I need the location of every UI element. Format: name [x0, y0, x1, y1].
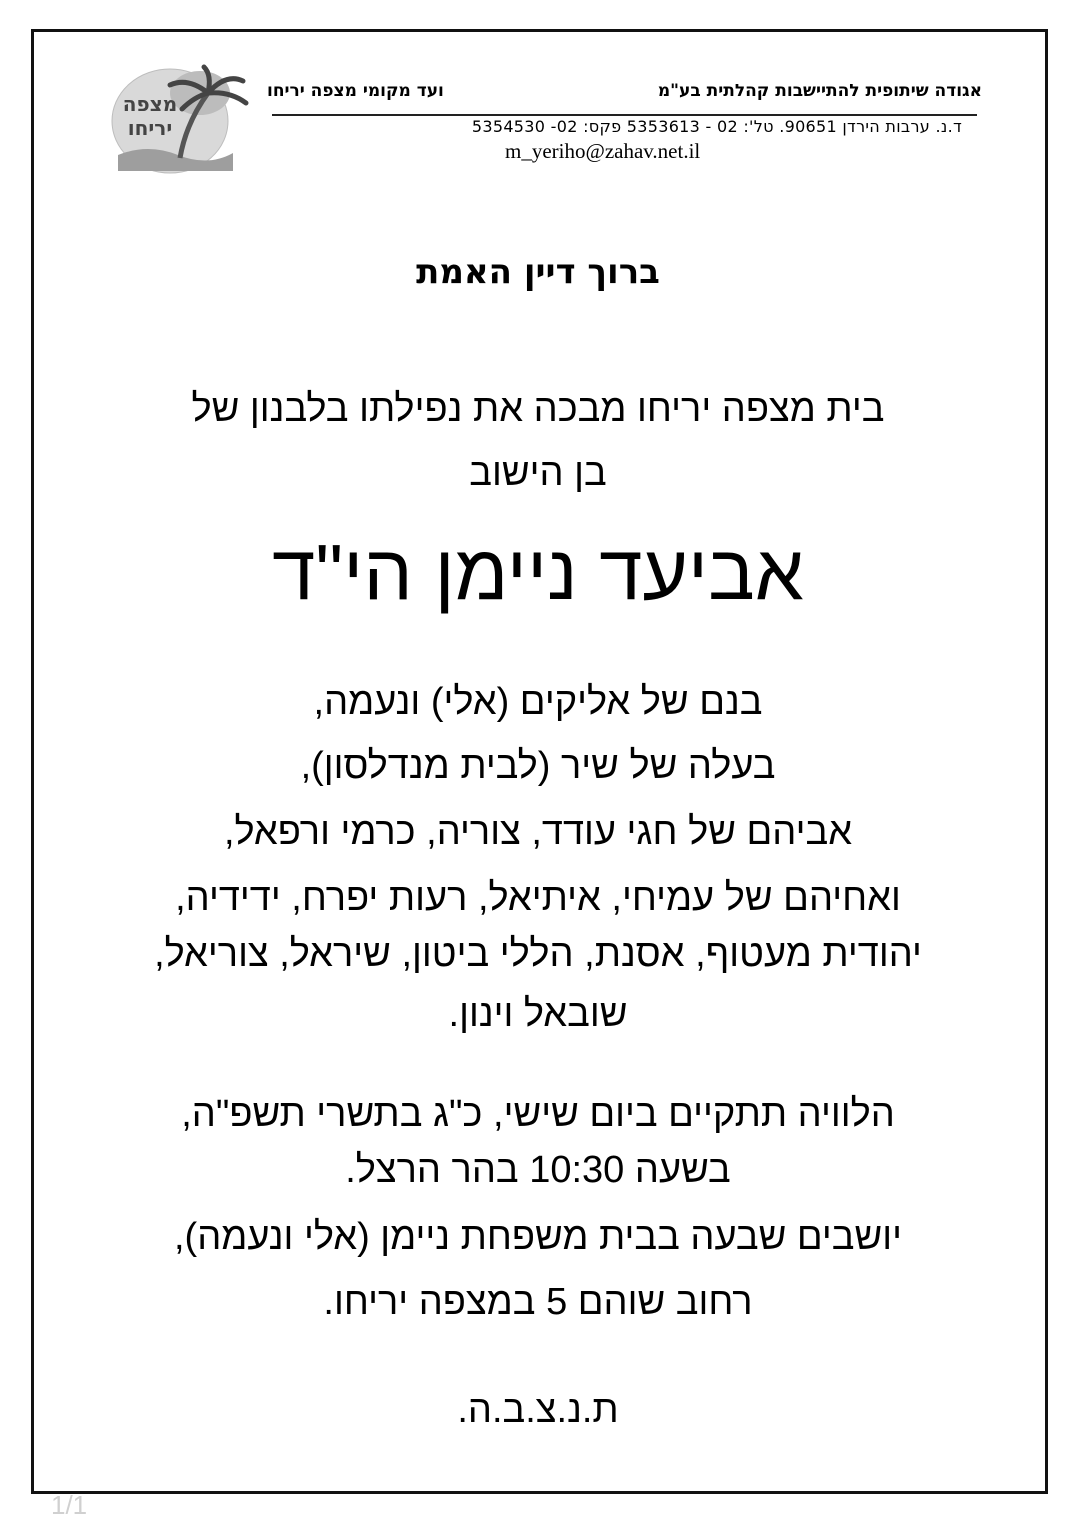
notice-heading: ברוך דיין האמת	[416, 252, 660, 292]
family-line-3: אביהם של חגי עודד, צוריה, כרמי ורפאל,	[223, 811, 853, 853]
letterhead-org-left: ועד מקומי מצפה יריחו	[267, 81, 444, 101]
page-indicator: 1/1	[51, 1490, 88, 1520]
logo-text-bottom: יריחו	[127, 116, 173, 140]
letterhead-address: ד.נ. ערבות הירדן 90651. טל': 02 - 5353613 פקס: 02- 5354530	[471, 117, 962, 136]
notice-intro-line-2: בן הישוב	[469, 452, 607, 494]
logo-text-top: מצפה	[122, 92, 178, 116]
deceased-name: אביעד ניימן הי"ד	[272, 528, 804, 616]
family-line-5: יהודית מעטוף, אסנת, הללי ביטון, שיראל, צוריאל,	[154, 933, 922, 975]
shiva-line-1: יושבים שבעה בבית משפחת ניימן (אלי ונעמה),	[173, 1216, 902, 1258]
funeral-line-1: הלוויה תתקיים ביום שישי, כ"ג בתשרי תשפ"ה,	[181, 1093, 895, 1135]
funeral-line-2: בשעה 10:30 בהר הרצל.	[345, 1149, 731, 1191]
mitzpe-yericho-logo	[108, 63, 250, 175]
family-line-4: ואחיהם של עמיחי, איתיאל, רעות יפרח, ידידיה,	[175, 877, 901, 919]
family-line-1: בנם של אליקים (אלי) ונעמה,	[313, 681, 763, 723]
letterhead-org-line	[267, 81, 982, 101]
letterhead-org-right: אגודה שיתופית להתיישבות קהלתית בע"מ	[657, 81, 982, 101]
family-line-2: בעלה של שיר (לבית מנדלסון),	[300, 745, 776, 787]
shiva-line-2: רחוב שוהם 5 במצפה יריחו.	[323, 1281, 753, 1323]
closing-blessing: ת.נ.צ.ב.ה.	[457, 1389, 619, 1431]
family-line-6: שובאל וינון.	[448, 993, 628, 1035]
letterhead-divider	[272, 114, 977, 116]
letterhead-email: m_yeriho@zahav.net.il	[505, 139, 701, 163]
notice-intro-line-1: בית מצפה יריחו מבכה את נפילתו בלבנון של	[191, 388, 885, 430]
